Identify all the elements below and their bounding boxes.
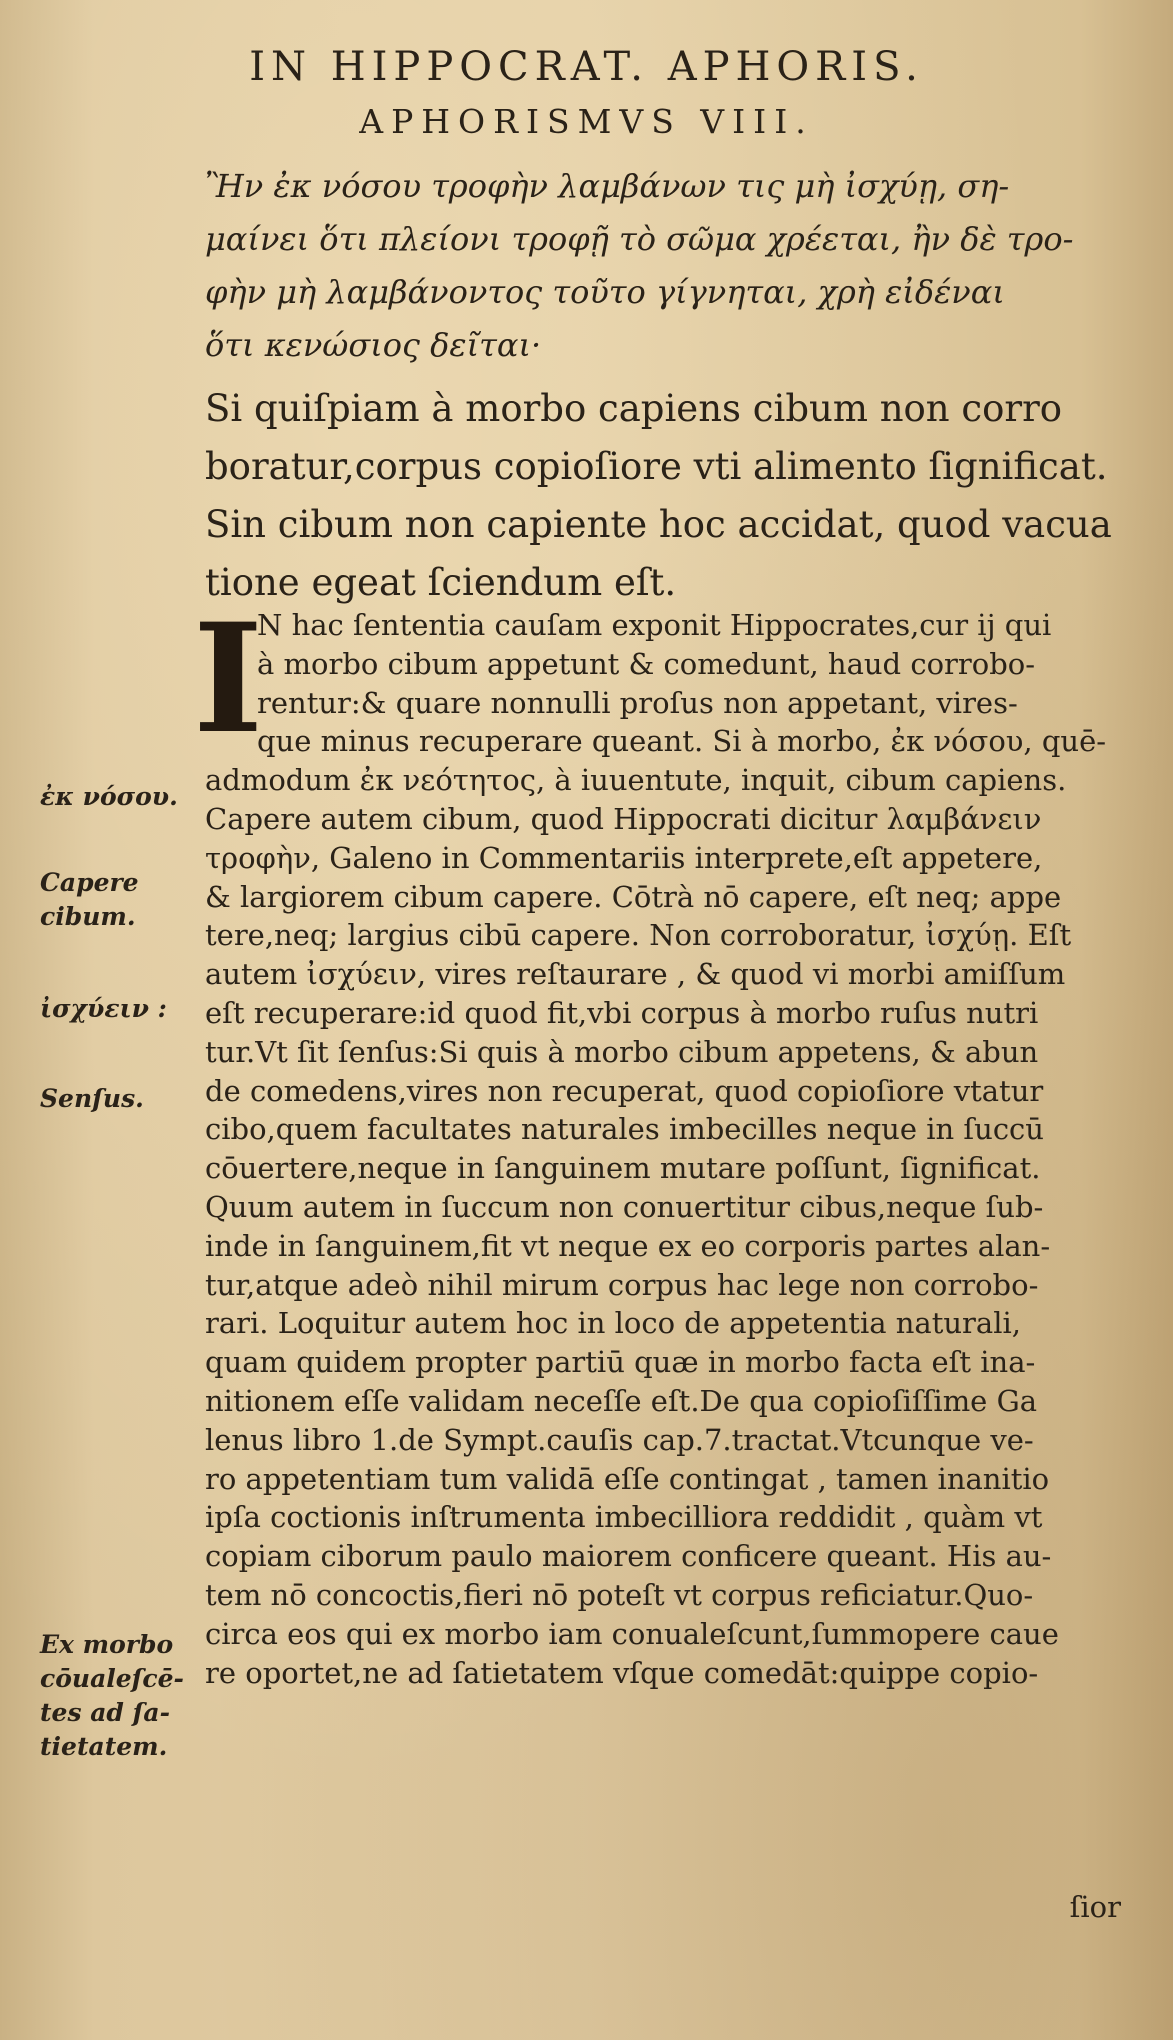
decorated-initial: I <box>193 591 264 767</box>
margin-note-capere-cibum: Capere cibum. <box>40 868 139 931</box>
body-line: rari. Loquitur autem hoc in loco de appetentia naturali, <box>205 1306 1021 1341</box>
body-line: rentur:& quare nonnulli proſus non appetant, vires- <box>257 685 1018 720</box>
body-line: cibo,quem facultates naturales imbecilles neque in ſuccū <box>205 1112 1044 1147</box>
body-line: & largiorem cibum capere. Cōtrà nō capere, eſt neq; appe <box>205 879 1062 914</box>
catchword: ſior <box>1069 1890 1121 1924</box>
body-line: eſt recuperare:id quod fit,vbi corpus à morbo ruſus nutri <box>205 995 1039 1030</box>
greek-line: ὅτι κενώσιος δεῖται· <box>205 326 542 364</box>
body-line: ipſa coctionis inſtrumenta imbecilliora reddidit , quàm vt <box>205 1500 1043 1535</box>
body-line: tem nō concoctis,fieri nō poteſt vt corpus reficiatur.Quo- <box>205 1577 1034 1612</box>
greek-aphorism <box>205 160 1135 372</box>
greek-line: φὴν μὴ λαμβάνοντος τοῦτο γίγνηται, χρὴ εἰδέναι <box>205 273 1005 311</box>
margin-note-ex-morbo: Ex morbo cōualeſcē- tes ad ſa- tietatem. <box>40 1630 184 1761</box>
body-line: Capere autem cibum, quod Hippocrati dicitur λαμβάνειν <box>205 801 1042 836</box>
body-line: que minus recuperare queant. Si à morbo, ἐκ νόσου, quē- <box>257 724 1107 759</box>
body-line: N hac ſententia cauſam exponit Hippocrates,cur ij qui <box>257 608 1052 642</box>
body-line: re oportet,ne ad ſatietatem vſque comedāt:quippe copio- <box>205 1655 1039 1690</box>
body-line: circa eos qui ex morbo iam conualeſcunt,ſummopere caue <box>205 1616 1059 1651</box>
body-line: tur,atque adeò nihil mirum corpus hac lege non corrobo- <box>205 1267 1039 1302</box>
latin-translation <box>205 380 1145 612</box>
body-line: inde in ſanguinem,fit vt neque ex eo corporis partes alan- <box>205 1228 1051 1263</box>
body-line: nitionem eſſe validam neceſſe eſt.De qua copioſiſſime Ga <box>205 1383 1038 1418</box>
body-line: admodum ἐκ νεότητος, à iuuentute, inquit, cibum capiens. <box>205 763 1067 798</box>
margin-note-ischyein: ἰσχύειν : <box>40 994 167 1023</box>
body-line: ro appetentiam tum validā eſſe contingat , tamen inanitio <box>205 1461 1050 1496</box>
body-line: Quum autem in ſuccum non conuertitur cibus,neque ſub- <box>205 1189 1044 1224</box>
body-line: à morbo cibum appetunt & comedunt, haud corrobo- <box>257 646 1036 681</box>
body-line: lenus libro 1.de Sympt.cauſis cap.7.tractat.Vtcunque ve- <box>205 1422 1034 1457</box>
margin-note-ek-nosou: ἐκ νόσου. <box>40 782 178 811</box>
body-line: quam quidem propter partiū quæ in morbo facta eſt ina- <box>205 1345 1036 1380</box>
body-line: copiam ciborum paulo maiorem conficere queant. His au- <box>205 1539 1052 1574</box>
commentary-body <box>205 606 1145 1692</box>
margin-note-sensus: Senſus. <box>40 1084 144 1113</box>
body-line: τροφὴν, Galeno in Commentariis interprete,eſt appetere, <box>205 840 1043 875</box>
greek-line: Ἢν ἐκ νόσου τροφὴν λαμβάνων τις μὴ ἰσχύῃ, ση- <box>205 167 1010 205</box>
latin-line: tione egeat ſciendum eſt. <box>205 561 677 604</box>
body-line: tur.Vt ſit ſenſus:Si quis à morbo cibum appetens, & abun <box>205 1034 1039 1069</box>
running-header: IN HIPPOCRAT. APHORIS. <box>249 44 924 90</box>
body-line: de comedens,vires non recuperat, quod copioſiore vtatur <box>205 1073 1044 1108</box>
greek-line: μαίνει ὅτι πλείονι τροφῇ τὸ σῶμα χρέεται, ἢν δὲ τρο- <box>205 220 1074 258</box>
aphorism-heading: APHORISMVS VIII. <box>359 102 814 141</box>
body-line: tere,neq; largius cibū capere. Non corroboratur, ἰσχύῃ. Eſt <box>205 918 1072 953</box>
body-line: autem ἰσχύειν, vires reſtaurare , & quod vi morbi amiſſum <box>205 957 1066 992</box>
latin-line: boratur,corpus copioſiore vti alimento ſignificat. <box>205 445 1108 488</box>
latin-line: Si quiſpiam à morbo capiens cibum non corro <box>205 387 1063 430</box>
latin-line: Sin cibum non capiente hoc accidat, quod vacua <box>205 503 1112 546</box>
body-line: cōuertere,neque in ſanguinem mutare poſſunt, ſignificat. <box>205 1151 1041 1186</box>
